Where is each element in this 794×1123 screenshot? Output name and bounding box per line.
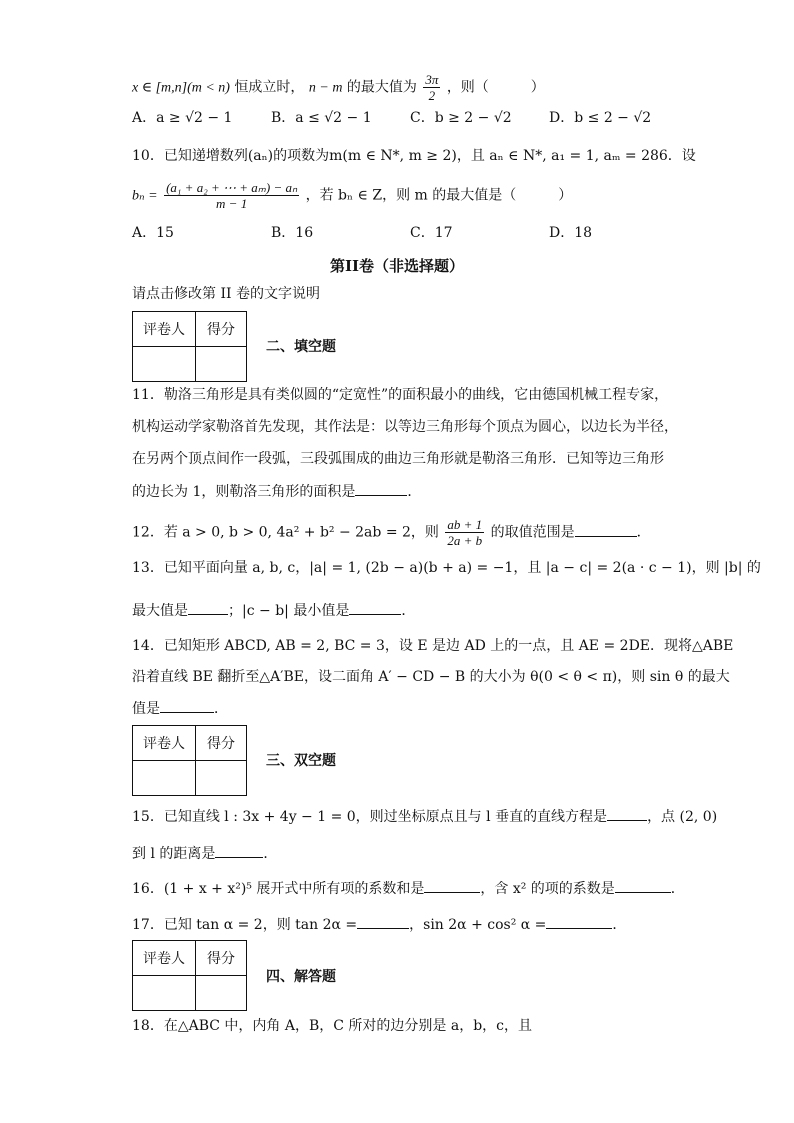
- q11-line-2: 机构运动学家勒洛首先发现，其作法是：以等边三角形每个顶点为圆心，以边长为半径，: [132, 419, 678, 435]
- q9-text-3: ，则（ ）: [446, 79, 545, 96]
- q14-line-3: [132, 698, 228, 719]
- q17-line: [132, 914, 626, 935]
- q9-frac-den: 2: [428, 88, 436, 103]
- q17-text-2: ，sin 2α + cos² α =: [409, 917, 547, 933]
- section-double-blank-title: 三、双空题: [266, 753, 336, 769]
- q14-line-2: 沿着直线 BE 翻折至△A′BE，设二面角 A′ − CD − B 的大小为 θ(0 < θ < π)，则 sin θ 的最大: [132, 669, 730, 685]
- q12-answer-blank[interactable]: [575, 522, 637, 537]
- q17-answer-blank-1[interactable]: [357, 914, 409, 929]
- q15-line-2: [132, 843, 277, 864]
- q16-text-2: ，含 x² 的项的系数是: [480, 881, 615, 897]
- q9-option-b[interactable]: B．a ≤ √2 − 1: [271, 110, 372, 126]
- q14-line-1: 14．已知矩形 ABCD, AB = 2, BC = 3，设 E 是边 AD 上的一点，且 AE = 2DE．现将△ABE: [132, 638, 734, 654]
- q15-line-1: [132, 806, 717, 827]
- q9-condition-line: [132, 72, 545, 103]
- q15-end: ．: [263, 846, 278, 862]
- q12-text-1: 12．若 a > 0, b > 0, 4a² + b² − 2ab = 2，则: [132, 524, 439, 541]
- q10-line-1: 10．已知递增数列(aₙ)的项数为m(m ∈ N*, m ≥ 2)，且 aₙ ∈ N*, a₁ = 1, aₘ = 286．设: [132, 148, 696, 164]
- q9-option-d[interactable]: D．b ≤ 2 − √2: [549, 110, 652, 126]
- q17-text-1: 17．已知 tan α = 2，则 tan 2α =: [132, 917, 358, 933]
- q10-option-d[interactable]: D．18: [549, 225, 593, 241]
- q16-text-1: 16．(1 + x + x²)⁵ 展开式中所有项的系数和是: [132, 881, 425, 897]
- q10-frac-den: m − 1: [216, 196, 248, 211]
- q15-text-3: 到 l 的距离是: [132, 846, 216, 862]
- score-table-3: [132, 940, 247, 1011]
- q12-fraction: [445, 517, 484, 548]
- q11-answer-blank[interactable]: [355, 481, 407, 496]
- q11-line-4-text: 的边长为 1，则勒洛三角形的面积是: [132, 484, 356, 500]
- q15-text-1: 15．已知直线 l : 3x + 4y − 1 = 0，则过坐标原点且与 l 垂直的直线方程是: [132, 809, 608, 825]
- q9-diff: n − m: [308, 80, 343, 96]
- score-table-grader-cell[interactable]: [133, 347, 196, 382]
- q13-end: ．: [401, 603, 416, 619]
- section-fill-in-title: 二、填空题: [266, 339, 336, 355]
- q14-answer-blank[interactable]: [160, 698, 214, 713]
- score-table-grader-header: 评卷人: [133, 941, 196, 976]
- score-table-grader-header: 评卷人: [133, 726, 196, 761]
- score-table-score-cell[interactable]: [196, 347, 247, 382]
- score-table-score-header: 得分: [196, 726, 247, 761]
- q9-frac-num: 3π: [425, 72, 439, 87]
- q16-answer-blank-1[interactable]: [424, 878, 480, 893]
- q13-text-1: 最大值是: [132, 603, 188, 619]
- q9-option-a[interactable]: A．a ≥ √2 − 1: [132, 110, 233, 126]
- q12-frac-den: 2a + b: [447, 533, 483, 548]
- q17-end: ．: [612, 917, 627, 933]
- q10-line-2-rest: ，若 bₙ ∈ Z，则 m 的最大值是（ ）: [305, 187, 573, 204]
- q12-end: ．: [636, 524, 651, 541]
- q16-end: ．: [670, 881, 685, 897]
- score-table-1: [132, 311, 247, 382]
- q14-end: ．: [214, 701, 228, 717]
- q13-line-2: [132, 600, 415, 621]
- q15-text-2: ，点 (2, 0): [647, 809, 718, 825]
- q10-option-a[interactable]: A．15: [132, 225, 174, 241]
- q10-option-b[interactable]: B．16: [271, 225, 314, 241]
- score-table-grader-cell[interactable]: [133, 976, 196, 1011]
- q10-fraction: [164, 180, 299, 211]
- q10-line-2: [132, 180, 572, 211]
- q13-text-2: ；|c − b| 最小值是: [228, 603, 350, 619]
- q10-frac-num: (a₁ + a₂ + ⋯ + aₘ) − aₙ: [166, 180, 298, 195]
- q11-line-3: 在另两个顶点间作一段弧，三段弧围成的曲边三角形就是勒洛三角形．已知等边三角形: [132, 451, 664, 467]
- score-table-score-header: 得分: [196, 312, 247, 347]
- q9-text-2: 的最大值为: [346, 79, 417, 96]
- q16-line: [132, 878, 685, 899]
- q9-fraction: [423, 72, 440, 103]
- q13-answer-blank-1[interactable]: [188, 600, 228, 615]
- score-table-score-header: 得分: [196, 941, 247, 976]
- q17-answer-blank-2[interactable]: [546, 914, 612, 929]
- score-table-score-cell[interactable]: [196, 761, 247, 796]
- section-solution-title: 四、解答题: [266, 969, 336, 985]
- q9-interval: x ∈ [m,n](m < n): [132, 80, 230, 96]
- score-table-score-cell[interactable]: [196, 976, 247, 1011]
- q18-line-1: 18．在△ABC 中，内角 A，B，C 所对的边分别是 a，b，c，且: [132, 1018, 533, 1034]
- q13-line-1: 13．已知平面向量 a, b, c，|a| = 1, (2b − a)(b + a) = −1，且 |a − c| = 2(a · c − 1)，则 |b| 的: [132, 560, 761, 576]
- part2-title: 第II卷（非选择题）: [329, 257, 465, 275]
- score-table-grader-header: 评卷人: [133, 312, 196, 347]
- q13-answer-blank-2[interactable]: [349, 600, 401, 615]
- score-table-grader-cell[interactable]: [133, 761, 196, 796]
- q11-line-1: 11．勒洛三角形是具有类似圆的“定宽性”的面积最小的曲线，它由德国机械工程专家，: [132, 387, 669, 403]
- q16-answer-blank-2[interactable]: [615, 878, 671, 893]
- q14-text: 值是: [132, 701, 160, 717]
- q12-text-2: 的取值范围是: [490, 524, 575, 541]
- q12-line: [132, 517, 651, 548]
- part2-note[interactable]: 请点击修改第 II 卷的文字说明: [132, 286, 320, 302]
- q10-bn-label: bₙ =: [132, 188, 158, 204]
- q11-end: ．: [407, 484, 422, 500]
- q9-option-c[interactable]: C．b ≥ 2 − √2: [410, 110, 512, 126]
- q15-answer-blank-1[interactable]: [607, 806, 647, 821]
- q9-text-1: 恒成立时，: [234, 79, 305, 96]
- q15-answer-blank-2[interactable]: [215, 843, 263, 858]
- q12-frac-num: ab + 1: [447, 517, 483, 532]
- q11-line-4: [132, 481, 421, 502]
- q10-option-c[interactable]: C．17: [410, 225, 453, 241]
- score-table-2: [132, 725, 247, 796]
